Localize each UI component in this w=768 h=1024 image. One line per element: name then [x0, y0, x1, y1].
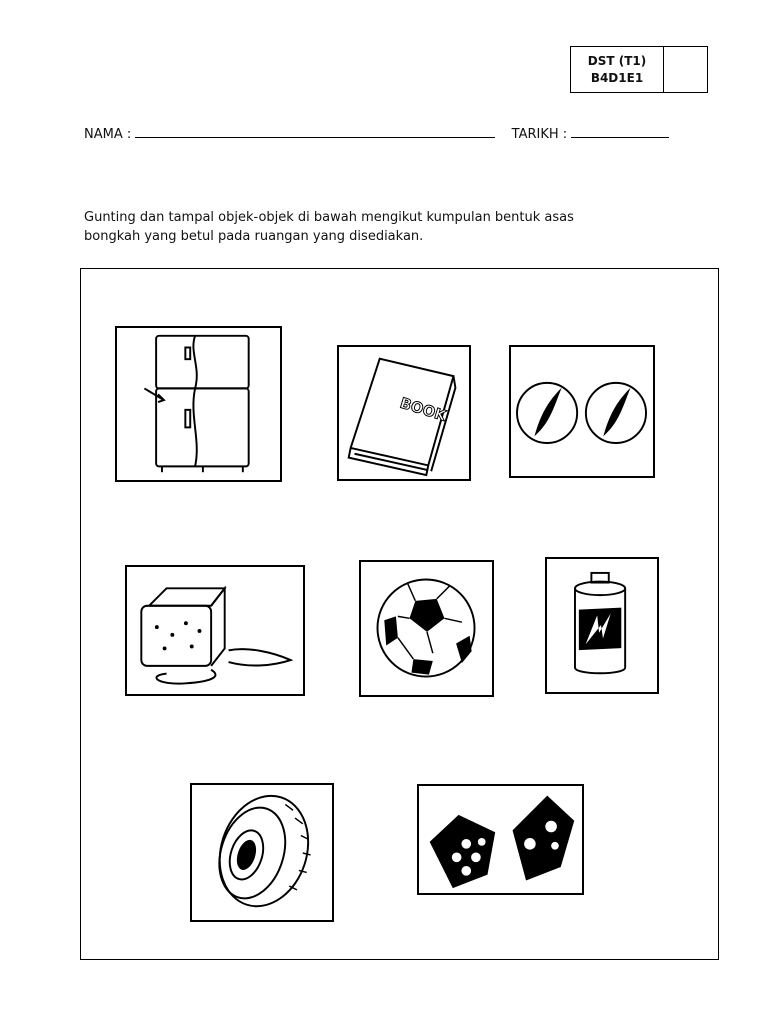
tire-card[interactable]: [190, 783, 334, 922]
code-label: [571, 47, 664, 92]
battery-card[interactable]: [545, 557, 659, 694]
instruction-line-2: bongkah yang betul pada ruangan yang disediakan.: [84, 229, 424, 244]
battery-icon: [547, 559, 657, 692]
ice-cube-icon: [127, 567, 303, 694]
ice-cube-card[interactable]: [125, 565, 305, 696]
instruction-text: [84, 208, 684, 246]
tire-icon: [192, 785, 332, 920]
name-date-row: [84, 126, 669, 142]
code-box: [570, 46, 708, 93]
name-label: NAMA :: [84, 127, 132, 142]
code-line-2: B4D1E1: [590, 70, 644, 85]
svg-text:BOOK: BOOK: [397, 394, 448, 425]
book-icon: [339, 347, 469, 479]
date-blank-line[interactable]: [571, 126, 669, 138]
dice-card[interactable]: [417, 784, 584, 895]
refrigerator-icon: [117, 328, 280, 480]
instruction-line-1: Gunting dan tampal objek-objek di bawah mengikut kumpulan bentuk asas: [84, 210, 574, 225]
name-blank-line[interactable]: [135, 126, 495, 138]
book-card[interactable]: [337, 345, 471, 481]
code-line-1: DST (T1): [587, 53, 647, 68]
soccer-ball-card[interactable]: [359, 560, 494, 697]
dice-icon: [419, 786, 582, 893]
marbles-card[interactable]: [509, 345, 655, 478]
date-label: TARIKH :: [511, 127, 568, 142]
refrigerator-card[interactable]: [115, 326, 282, 482]
code-empty-cell: [664, 47, 707, 92]
soccer-ball-icon: [361, 562, 492, 695]
marbles-icon: [511, 347, 653, 476]
